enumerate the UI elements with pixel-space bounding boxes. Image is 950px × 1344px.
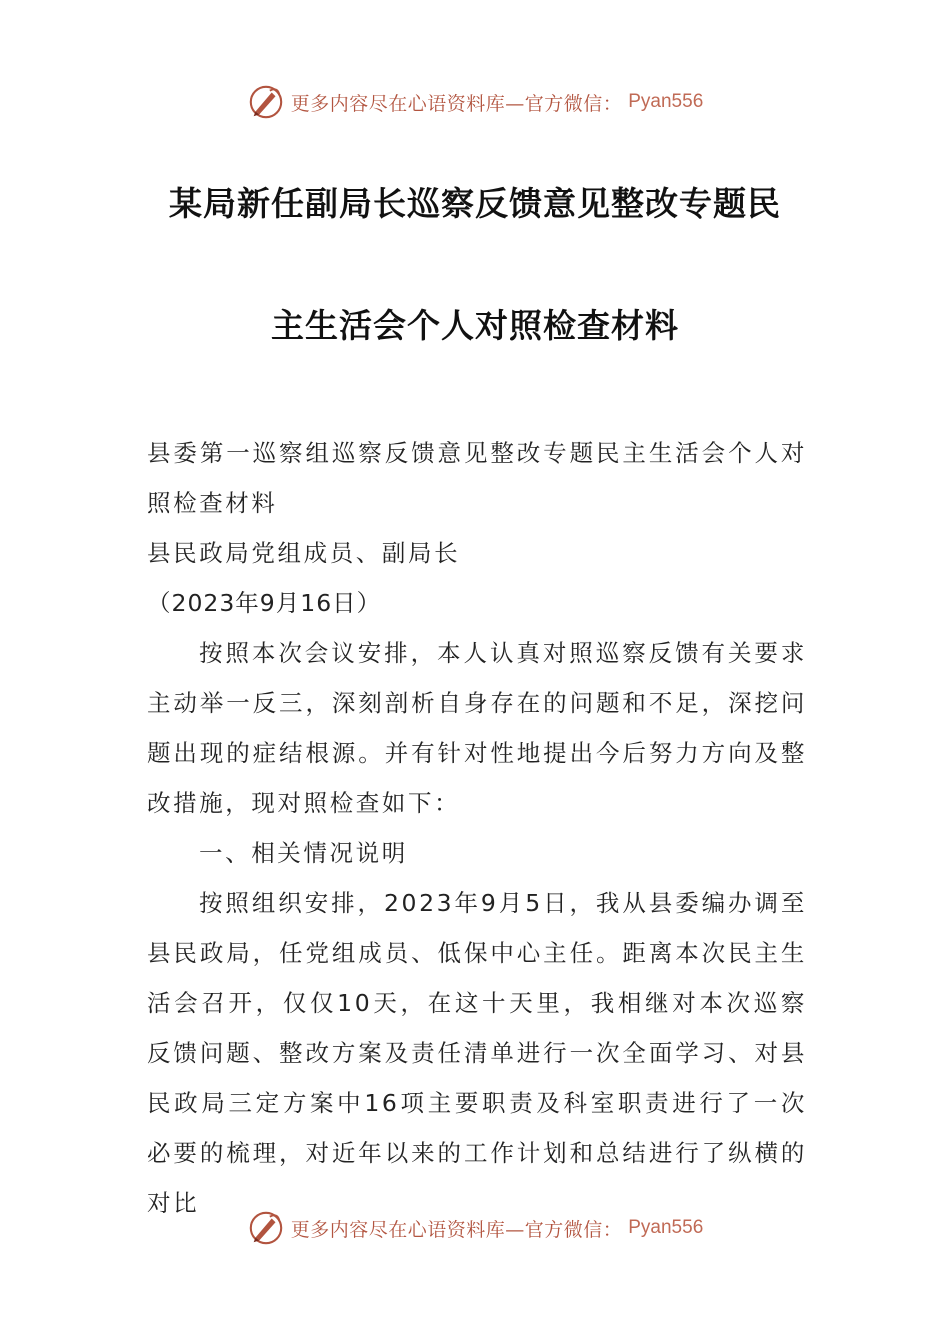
section-1-paragraph: 按照组织安排，2023年9月5日，我从县委编办调至县民政局，任党组成员、低保中心主任。距离本次民主生活会召开，仅仅10天，在这十天里，我相继对本次巡察反馈问题、整改方案及责任清单进行一次全面学习、对县民政局三定方案中16项主要职责及科室职责进行了一次必要的梳理，对近年以来的工作计划和总结进行了纵横的对比	[147, 889, 807, 1217]
intro-paragraph: 按照本次会议安排，本人认真对照巡察反馈有关要求主动举一反三，深刻剖析自身存在的问题和不足，深挖问题出现的症结根源。并有针对性地提出今后努力方向及整改措施，现对照检查如下：	[147, 639, 807, 817]
section-1-heading: 一、相关情况说明	[199, 839, 408, 867]
document-date: （2023年9月16日）	[147, 589, 382, 617]
document-author: 县民政局党组成员、副局长	[147, 539, 461, 567]
document-subtitle: 县委第一巡察组巡察反馈意见整改专题民主生活会个人对照检查材料	[147, 439, 807, 517]
watermark-text: 更多内容尽在心语资料库—官方微信：	[290, 92, 623, 115]
watermark-wechat-id: Pyan556	[628, 1217, 704, 1238]
pen-logo-icon	[247, 83, 285, 121]
footer-watermark	[0, 1206, 950, 1250]
document-title-line-1: 某局新任副局长巡察反馈意见整改专题民	[169, 184, 781, 223]
watermark-wechat-id: Pyan556	[628, 91, 704, 112]
watermark-text: 更多内容尽在心语资料库—官方微信：	[290, 1218, 623, 1241]
header-watermark	[0, 80, 950, 124]
document-body	[147, 428, 807, 1228]
pen-logo-icon	[247, 1209, 285, 1247]
document-title-line-2: 主生活会个人对照检查材料	[271, 306, 679, 345]
